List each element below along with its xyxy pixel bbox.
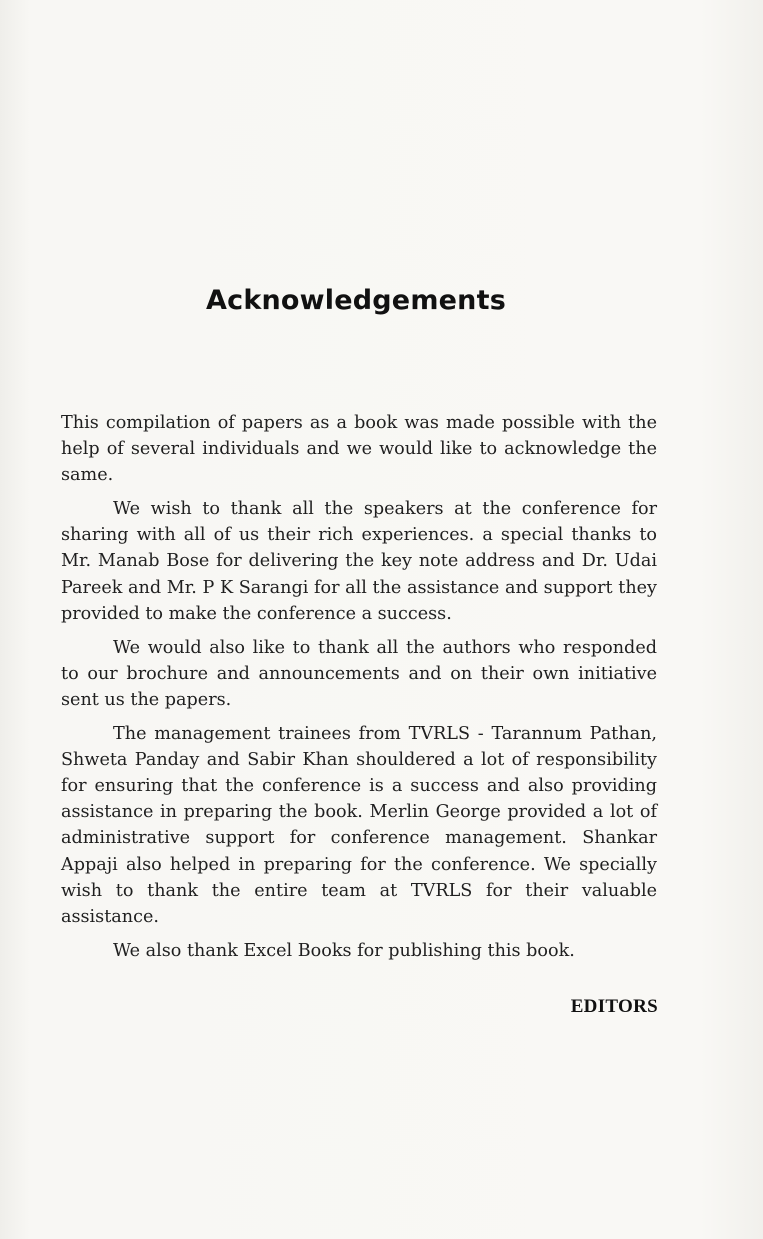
paragraph-trainees: The management trainees from TVRLS - Tarannum Pathan, Shweta Panday and Sabir Khan shouldered a lot of responsibility for ensuring that the conference is a success and also providing assistance in preparing the book. Merlin George provided a lot of administrative support for conference management. Shankar Appaji also helped in preparing for the conference. We specially wish to thank the entire team at TVRLS for their valuable assistance. [61, 724, 657, 927]
page-title: Acknowledgements [206, 285, 506, 316]
acknowledgement-body [61, 410, 657, 972]
paragraph-intro: This compilation of papers as a book was made possible with the help of several individuals and we would like to acknowledge the same. [61, 413, 657, 486]
signature-editors: EDITORS [570, 996, 658, 1017]
paragraph-authors: We would also like to thank all the authors who responded to our brochure and announcements and on their own initiative sent us the papers. [61, 637, 657, 710]
paragraph-speakers: We wish to thank all the speakers at the conference for sharing with all of us their rich experiences. a special thanks to Mr. Manab Bose for delivering the key note address and Dr. Udai Pareek and Mr. P K Sarangi for all the assistance and support they provided to make the conference a success. [61, 499, 657, 624]
paragraph-publisher: We also thank Excel Books for publishing this book. [113, 940, 575, 961]
